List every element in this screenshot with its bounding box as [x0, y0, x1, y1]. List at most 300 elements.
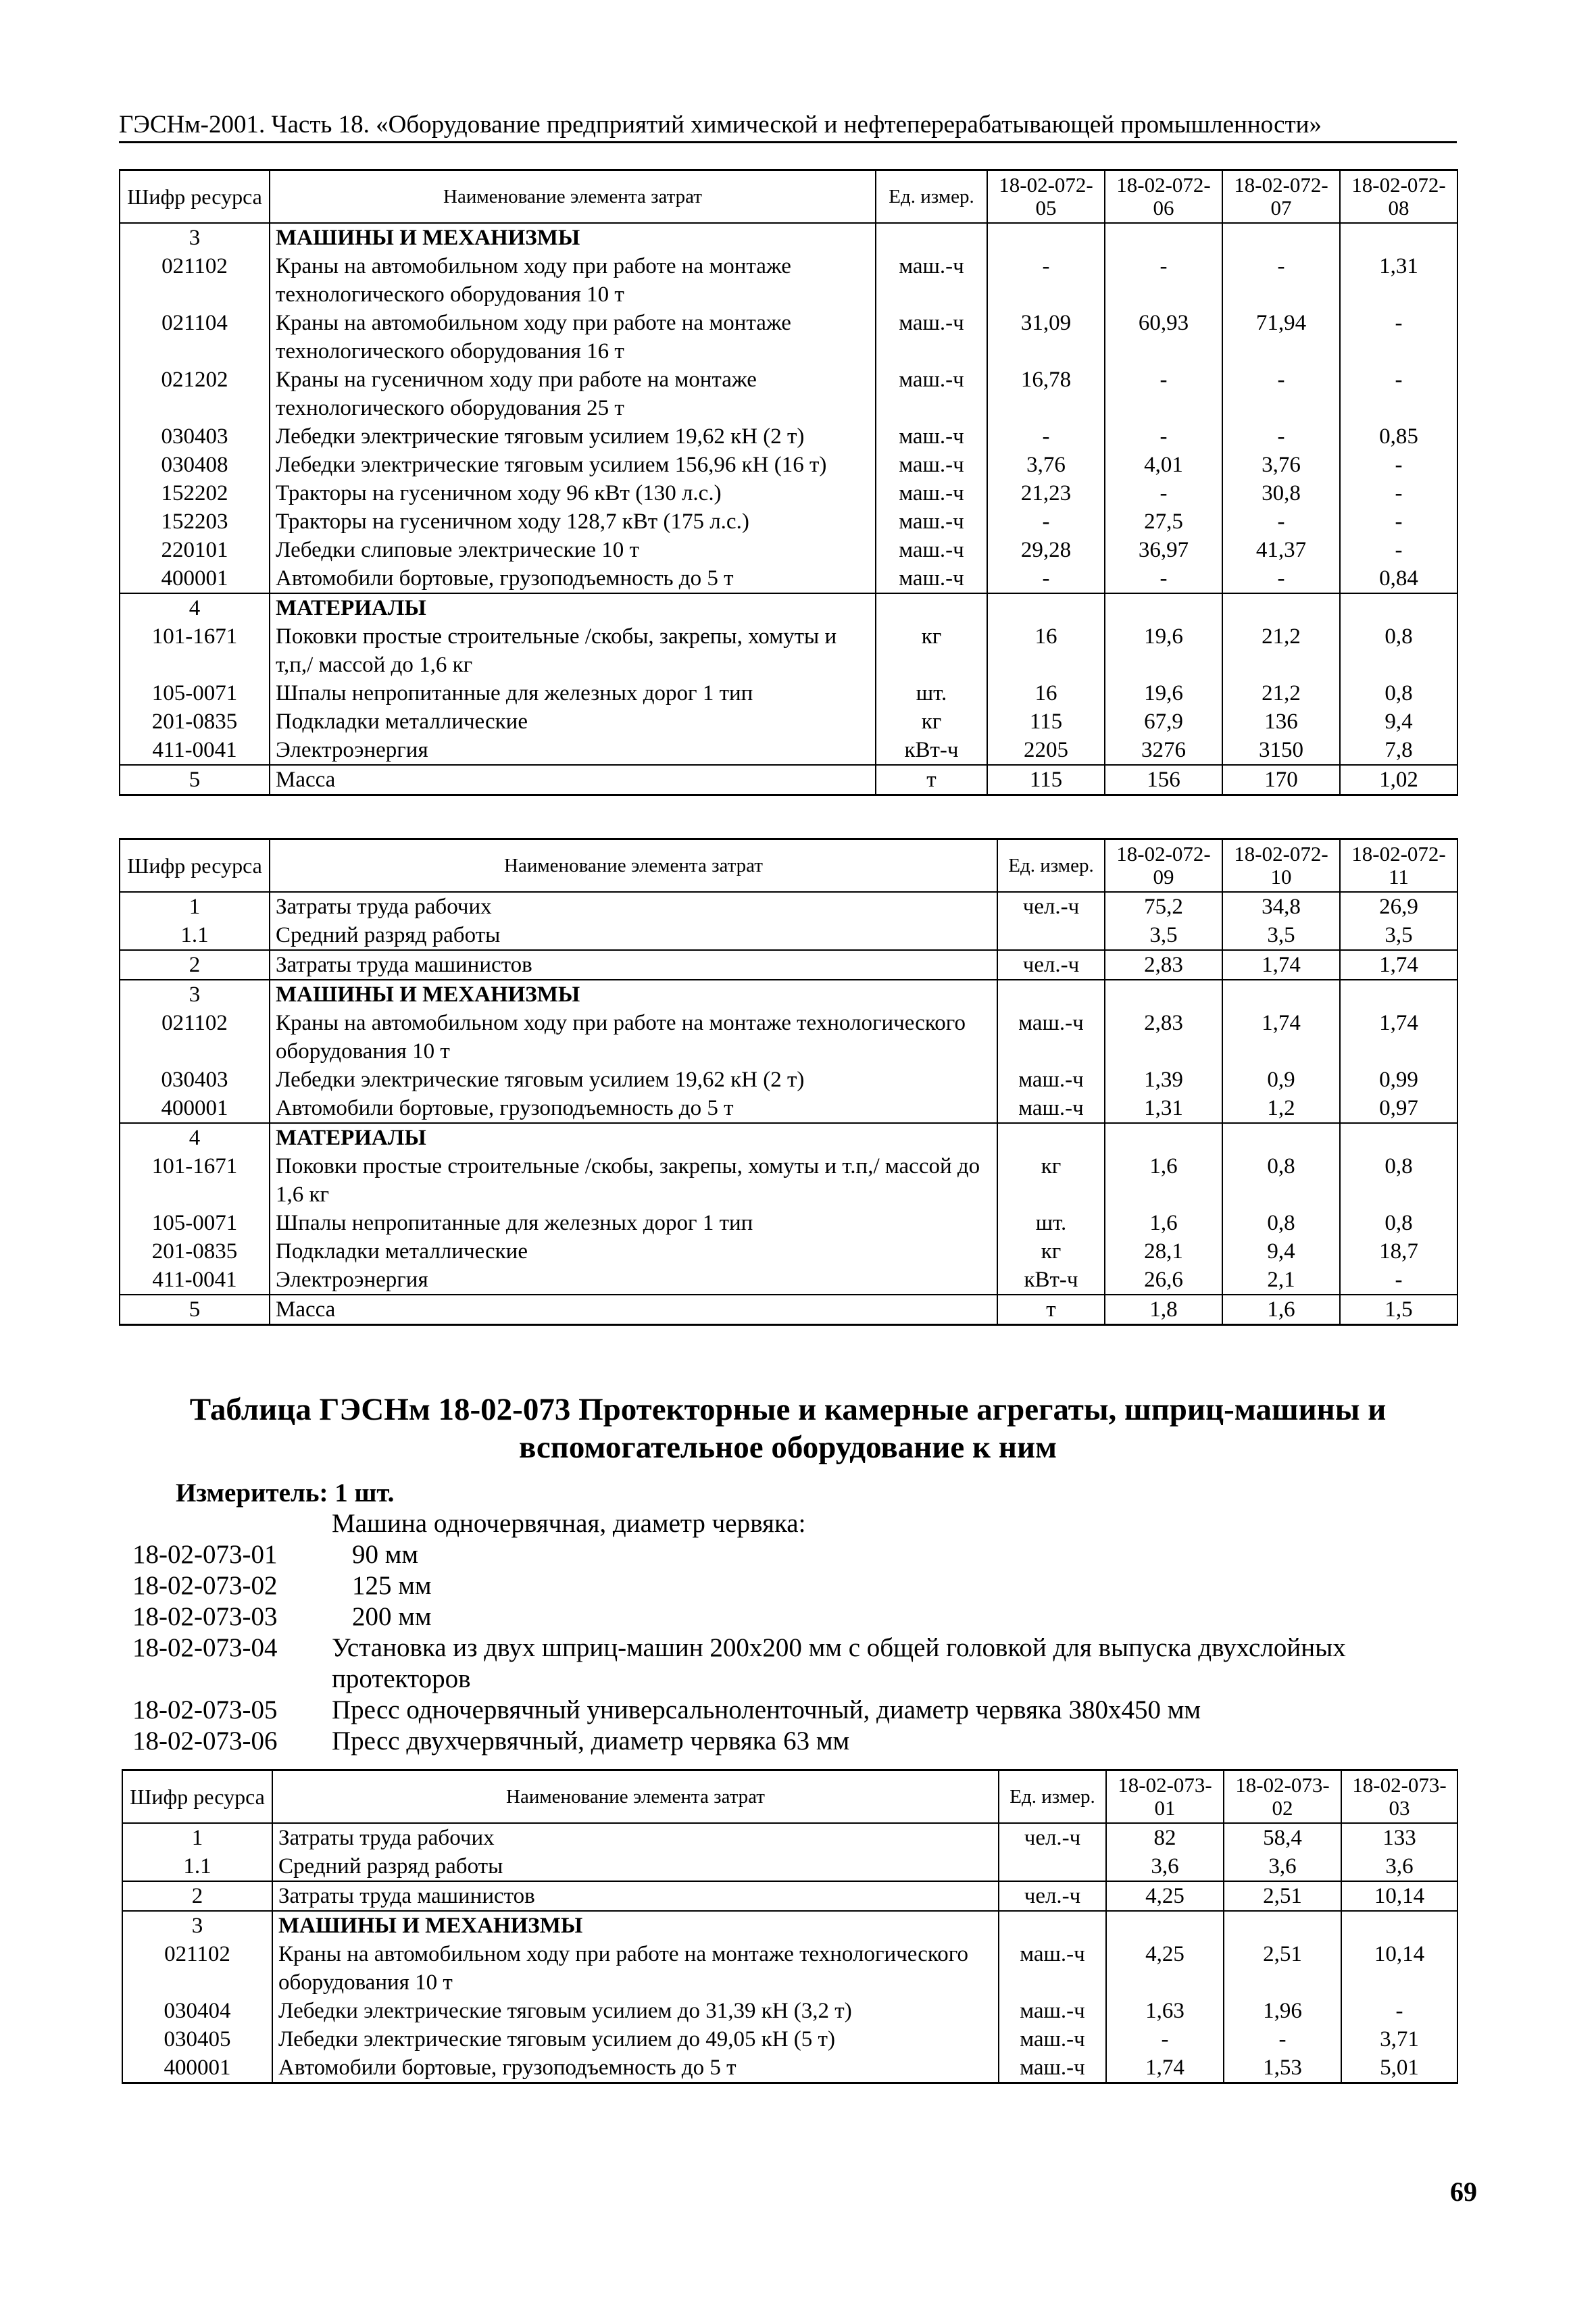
cell-value	[1105, 593, 1222, 622]
cell-value: 10,14	[1341, 1940, 1457, 1997]
header-col: 18-02-073-02	[1224, 1770, 1341, 1824]
cell-unit: шт.	[997, 1209, 1105, 1237]
cell-unit: чел.-ч	[999, 1881, 1106, 1911]
cell-value: -	[1340, 366, 1457, 422]
cell-value: 1,6	[1105, 1152, 1222, 1209]
cell-value	[1105, 223, 1222, 252]
cell-value	[1222, 980, 1340, 1009]
cell-value	[1105, 1123, 1222, 1152]
cell-unit: маш.-ч	[997, 1066, 1105, 1094]
cell-value: 58,4	[1224, 1823, 1341, 1852]
cell-value: 3,5	[1222, 921, 1340, 950]
table-row	[122, 1997, 1457, 2025]
cell-name: Масса	[270, 1295, 997, 1325]
cell-code: 030403	[120, 422, 270, 451]
cell-value: 19,6	[1105, 622, 1222, 679]
table-row	[120, 593, 1457, 622]
cell-value: -	[987, 507, 1105, 536]
cell-value: 3,76	[987, 451, 1105, 479]
header-code: Шифр ресурса	[122, 1770, 272, 1824]
cell-name: Шпалы непропитанные для железных дорог 1 тип	[270, 679, 876, 707]
cell-value: 1,6	[1105, 1209, 1222, 1237]
table-row	[120, 1266, 1457, 1295]
cell-value: 21,23	[987, 479, 1105, 507]
table-row	[120, 765, 1457, 795]
table-row	[120, 1009, 1457, 1066]
cell-unit: кг	[876, 707, 987, 736]
cell-value: 3,5	[1340, 921, 1457, 950]
cell-value: 21,2	[1222, 622, 1340, 679]
variant-text: Пресс двухчервячный, диаметр червяка 63 мм	[332, 1726, 850, 1756]
cell-value: 3,5	[1105, 921, 1222, 950]
cell-value: 3,6	[1341, 1852, 1457, 1881]
cell-unit	[999, 1911, 1106, 1940]
cell-value: 1,74	[1340, 1009, 1457, 1066]
cell-value: 2205	[987, 736, 1105, 765]
cell-value: 4,25	[1106, 1881, 1224, 1911]
cell-value: 9,4	[1222, 1237, 1340, 1266]
variant-code: 18-02-073-03	[132, 1602, 278, 1631]
header-unit: Ед. измер.	[876, 170, 987, 224]
cell-name: МАТЕРИАЛЫ	[270, 593, 876, 622]
cell-value	[1222, 1123, 1340, 1152]
cell-unit	[997, 980, 1105, 1009]
variant-group-label	[132, 1508, 1457, 1539]
cell-value: 3150	[1222, 736, 1340, 765]
cell-value	[1222, 593, 1340, 622]
table-row	[120, 1209, 1457, 1237]
table-row	[120, 507, 1457, 536]
cell-unit: маш.-ч	[999, 1997, 1106, 2025]
cell-value	[1224, 1911, 1341, 1940]
cell-code: 2	[120, 950, 270, 980]
header-col: 18-02-073-01	[1106, 1770, 1224, 1824]
cell-value: 1,5	[1340, 1295, 1457, 1325]
cell-value	[1106, 1911, 1224, 1940]
cost-table-072-05-08	[119, 169, 1458, 796]
table-row	[120, 921, 1457, 950]
cell-value	[1105, 980, 1222, 1009]
cell-value: 1,53	[1224, 2053, 1341, 2083]
cell-value: 1,31	[1340, 252, 1457, 309]
cell-value: 9,4	[1340, 707, 1457, 736]
table-row	[122, 2053, 1457, 2083]
cell-code: 4	[120, 1123, 270, 1152]
cell-value: -	[1222, 252, 1340, 309]
table-row	[120, 1295, 1457, 1325]
cell-value: 1,31	[1105, 1094, 1222, 1123]
cell-code: 400001	[120, 564, 270, 593]
cell-code: 2	[122, 1881, 272, 1911]
table-row	[120, 1237, 1457, 1266]
cell-unit: маш.-ч	[997, 1094, 1105, 1123]
cell-value: 1,02	[1340, 765, 1457, 795]
cell-value: 27,5	[1105, 507, 1222, 536]
table-row	[120, 892, 1457, 921]
cost-table-072-09-11	[119, 838, 1458, 1326]
cell-unit: шт.	[876, 679, 987, 707]
cell-value: 19,6	[1105, 679, 1222, 707]
cell-value: 3,76	[1222, 451, 1340, 479]
table-row	[120, 707, 1457, 736]
cell-value: 156	[1105, 765, 1222, 795]
cell-value: -	[987, 422, 1105, 451]
cell-value: 0,97	[1340, 1094, 1457, 1123]
variant-text: 200 мм	[352, 1602, 432, 1631]
cell-code: 105-0071	[120, 679, 270, 707]
cell-name: МАТЕРИАЛЫ	[270, 1123, 997, 1152]
cell-value: 34,8	[1222, 892, 1340, 921]
cell-code: 220101	[120, 536, 270, 564]
cell-value: -	[1340, 536, 1457, 564]
cell-unit: маш.-ч	[876, 536, 987, 564]
cell-name: Тракторы на гусеничном ходу 128,7 кВт (175 л.с.)	[270, 507, 876, 536]
cell-name: Автомобили бортовые, грузоподъемность до 5 т	[270, 1094, 997, 1123]
header-col: 18-02-072-09	[1105, 839, 1222, 893]
cell-name: Поковки простые строительные /скобы, закрепы, хомуты и т.п,/ массой до 1,6 кг	[270, 1152, 997, 1209]
cell-name: Краны на автомобильном ходу при работе на монтаже технологического оборудования 10 т	[270, 1009, 997, 1066]
cell-value: 60,93	[1105, 309, 1222, 366]
cell-value: 4,01	[1105, 451, 1222, 479]
cell-unit	[997, 1123, 1105, 1152]
cell-name: Затраты труда рабочих	[272, 1823, 999, 1852]
variant-text: Пресс одночервячный универсальноленточный, диаметр червяка 380х450 мм	[332, 1695, 1201, 1724]
cell-value: 26,6	[1105, 1266, 1222, 1295]
variant-item	[132, 1633, 1457, 1695]
cell-unit: т	[876, 765, 987, 795]
table-row	[120, 980, 1457, 1009]
cell-name: Краны на автомобильном ходу при работе на монтаже технологического оборудования 10 т	[270, 252, 876, 309]
cell-value: 1,74	[1106, 2053, 1224, 2083]
cell-code: 1.1	[120, 921, 270, 950]
cell-value: 1,8	[1105, 1295, 1222, 1325]
cell-code: 1	[122, 1823, 272, 1852]
cell-name: МАШИНЫ И МЕХАНИЗМЫ	[270, 980, 997, 1009]
table-row	[120, 679, 1457, 707]
variant-text: Установка из двух шприц-машин 200х200 мм с общей головкой для выпуска двухслойных протекторов	[332, 1633, 1346, 1693]
cell-value: 36,97	[1105, 536, 1222, 564]
cell-value	[1341, 1911, 1457, 1940]
cell-code: 411-0041	[120, 736, 270, 765]
cell-value: 170	[1222, 765, 1340, 795]
cell-unit: маш.-ч	[876, 451, 987, 479]
header-col: 18-02-072-05	[987, 170, 1105, 224]
cell-name: Лебедки электрические тяговым усилием 19,62 кН (2 т)	[270, 1066, 997, 1094]
header-col: 18-02-072-11	[1340, 839, 1457, 893]
table-row	[120, 1066, 1457, 1094]
cell-unit: маш.-ч	[997, 1009, 1105, 1066]
cell-name: Тракторы на гусеничном ходу 96 кВт (130 л.с.)	[270, 479, 876, 507]
cell-value: -	[1340, 1266, 1457, 1295]
cell-value: -	[1105, 422, 1222, 451]
cell-name: Электроэнергия	[270, 1266, 997, 1295]
variant-item	[132, 1695, 1457, 1726]
cell-name: Автомобили бортовые, грузоподъемность до 5 т	[270, 564, 876, 593]
cell-value: 2,83	[1105, 950, 1222, 980]
cell-code: 152202	[120, 479, 270, 507]
cell-name: Электроэнергия	[270, 736, 876, 765]
cell-name: Лебедки слиповые электрические 10 т	[270, 536, 876, 564]
cell-name: Автомобили бортовые, грузоподъемность до 5 т	[272, 2053, 999, 2083]
variant-code: 18-02-073-04	[132, 1633, 278, 1662]
variant-item	[132, 1601, 1457, 1633]
cell-value: 2,1	[1222, 1266, 1340, 1295]
cell-name: Затраты труда машинистов	[272, 1881, 999, 1911]
cell-value: 0,84	[1340, 564, 1457, 593]
cell-code: 021102	[122, 1940, 272, 1997]
cell-value	[1340, 980, 1457, 1009]
header-name: Наименование элемента затрат	[272, 1770, 999, 1824]
table-row	[120, 564, 1457, 593]
cell-code: 021102	[120, 1009, 270, 1066]
cell-value: 30,8	[1222, 479, 1340, 507]
cell-code: 201-0835	[120, 1237, 270, 1266]
cell-value: 1,2	[1222, 1094, 1340, 1123]
cell-value: 1,63	[1106, 1997, 1224, 2025]
header-col: 18-02-072-08	[1340, 170, 1457, 224]
table-row	[120, 451, 1457, 479]
cell-unit: маш.-ч	[876, 479, 987, 507]
cell-code: 030404	[122, 1997, 272, 2025]
cell-code: 400001	[122, 2053, 272, 2083]
variant-code: 18-02-073-02	[132, 1571, 278, 1600]
cell-unit: кВт-ч	[876, 736, 987, 765]
cell-value	[1222, 223, 1340, 252]
cell-name: Краны на автомобильном ходу при работе на монтаже технологического оборудования 16 т	[270, 309, 876, 366]
header-unit: Ед. измер.	[997, 839, 1105, 893]
cell-value: -	[1340, 309, 1457, 366]
cell-value: 115	[987, 707, 1105, 736]
cell-unit: маш.-ч	[999, 2025, 1106, 2053]
cell-value: -	[1105, 252, 1222, 309]
cell-code: 3	[120, 223, 270, 252]
cell-unit: маш.-ч	[876, 309, 987, 366]
cell-value: 0,85	[1340, 422, 1457, 451]
cell-value: 3276	[1105, 736, 1222, 765]
table-row	[122, 1823, 1457, 1852]
cell-value: 3,6	[1224, 1852, 1341, 1881]
cell-unit: маш.-ч	[876, 564, 987, 593]
table-row	[120, 479, 1457, 507]
table-row	[120, 622, 1457, 679]
table-row	[120, 536, 1457, 564]
cell-value: 1,74	[1340, 950, 1457, 980]
cell-code: 030408	[120, 451, 270, 479]
cell-name: Средний разряд работы	[270, 921, 997, 950]
cell-value	[1340, 1123, 1457, 1152]
cell-value: -	[1340, 451, 1457, 479]
cell-value: -	[1105, 366, 1222, 422]
cell-value: 82	[1106, 1823, 1224, 1852]
cell-value: 0,8	[1340, 622, 1457, 679]
header-code: Шифр ресурса	[120, 170, 270, 224]
cell-unit: кг	[997, 1237, 1105, 1266]
cell-code: 030405	[122, 2025, 272, 2053]
cell-value: -	[987, 252, 1105, 309]
cell-code: 3	[122, 1911, 272, 1940]
cell-value: -	[1222, 507, 1340, 536]
cell-value: -	[1340, 507, 1457, 536]
cell-unit: маш.-ч	[876, 366, 987, 422]
cell-unit: маш.-ч	[999, 2053, 1106, 2083]
cell-value: -	[1105, 479, 1222, 507]
cell-code: 400001	[120, 1094, 270, 1123]
cell-value: 2,51	[1224, 1881, 1341, 1911]
cell-name: Лебедки электрические тяговым усилием до 31,39 кН (3,2 т)	[272, 1997, 999, 2025]
cell-name: Масса	[270, 765, 876, 795]
variant-text: 90 мм	[352, 1540, 419, 1569]
running-head: ГЭСНм-2001. Часть 18. «Оборудование предприятий химической и нефтеперерабатывающей промышленности»	[119, 110, 1457, 143]
variant-list	[132, 1508, 1457, 1757]
cell-unit	[876, 593, 987, 622]
cell-unit: маш.-ч	[876, 422, 987, 451]
cell-unit: т	[997, 1295, 1105, 1325]
cell-value: 115	[987, 765, 1105, 795]
cell-unit: кг	[876, 622, 987, 679]
table-row	[120, 1123, 1457, 1152]
cell-value	[987, 593, 1105, 622]
header-name: Наименование элемента затрат	[270, 839, 997, 893]
header-col: 18-02-072-07	[1222, 170, 1340, 224]
table-row	[120, 422, 1457, 451]
cell-value: -	[1222, 422, 1340, 451]
table-row	[122, 2025, 1457, 2053]
cell-code: 021202	[120, 366, 270, 422]
cell-code: 411-0041	[120, 1266, 270, 1295]
table-row	[120, 950, 1457, 980]
table-row	[122, 1911, 1457, 1940]
cell-value: 5,01	[1341, 2053, 1457, 2083]
cell-code: 3	[120, 980, 270, 1009]
cell-value: 1,96	[1224, 1997, 1341, 2025]
cell-value: 10,14	[1341, 1881, 1457, 1911]
cell-name: Подкладки металлические	[270, 707, 876, 736]
cell-unit: маш.-ч	[999, 1940, 1106, 1997]
table-row	[120, 309, 1457, 366]
cell-value: 1,39	[1105, 1066, 1222, 1094]
cell-value: 4,25	[1106, 1940, 1224, 1997]
cell-value: 16	[987, 679, 1105, 707]
cell-value: -	[1222, 564, 1340, 593]
cell-unit: кВт-ч	[997, 1266, 1105, 1295]
table-row	[120, 252, 1457, 309]
cell-value: 0,8	[1222, 1152, 1340, 1209]
table-row	[120, 1152, 1457, 1209]
cell-name: Поковки простые строительные /скобы, закрепы, хомуты и т,п,/ массой до 1,6 кг	[270, 622, 876, 679]
cell-unit: чел.-ч	[997, 950, 1105, 980]
cell-code: 101-1671	[120, 1152, 270, 1209]
cell-name: Лебедки электрические тяговым усилием 156,96 кН (16 т)	[270, 451, 876, 479]
cell-unit: чел.-ч	[999, 1823, 1106, 1852]
cell-code: 101-1671	[120, 622, 270, 679]
cell-code: 201-0835	[120, 707, 270, 736]
cell-name: МАШИНЫ И МЕХАНИЗМЫ	[270, 223, 876, 252]
variant-group-text: Машина одночервячная, диаметр червяка:	[332, 1509, 806, 1538]
table-row	[122, 1852, 1457, 1881]
cell-value: 2,51	[1224, 1940, 1341, 1997]
cell-value: 0,8	[1340, 1152, 1457, 1209]
cell-name: Лебедки электрические тяговым усилием до 49,05 кН (5 т)	[272, 2025, 999, 2053]
cell-name: Лебедки электрические тяговым усилием 19,62 кН (2 т)	[270, 422, 876, 451]
cost-table-073-01-03	[122, 1769, 1458, 2084]
cell-value	[987, 223, 1105, 252]
table-row	[122, 1940, 1457, 1997]
cell-value: 1,6	[1222, 1295, 1340, 1325]
cell-code: 105-0071	[120, 1209, 270, 1237]
cell-code: 030403	[120, 1066, 270, 1094]
meter-label: Измеритель: 1 шт.	[176, 1478, 395, 1508]
cell-value: 133	[1341, 1823, 1457, 1852]
variant-code: 18-02-073-05	[132, 1695, 278, 1724]
page-number: 69	[1450, 2176, 1477, 2207]
cell-unit: маш.-ч	[876, 507, 987, 536]
cell-value: 75,2	[1105, 892, 1222, 921]
variant-code: 18-02-073-01	[132, 1540, 278, 1569]
cell-value: 31,09	[987, 309, 1105, 366]
cell-value: 0,99	[1340, 1066, 1457, 1094]
cell-value: -	[1222, 366, 1340, 422]
variant-item	[132, 1726, 1457, 1757]
cell-unit: кг	[997, 1152, 1105, 1209]
cell-unit: маш.-ч	[876, 252, 987, 309]
cell-code: 4	[120, 593, 270, 622]
table-row	[120, 736, 1457, 765]
header-col: 18-02-072-10	[1222, 839, 1340, 893]
cell-unit: чел.-ч	[997, 892, 1105, 921]
header-col: 18-02-073-03	[1341, 1770, 1457, 1824]
cell-code: 152203	[120, 507, 270, 536]
cell-name: Краны на гусеничном ходу при работе на монтаже технологического оборудования 25 т	[270, 366, 876, 422]
table-row	[122, 1881, 1457, 1911]
cell-unit	[876, 223, 987, 252]
cell-code: 021102	[120, 252, 270, 309]
cell-value: 28,1	[1105, 1237, 1222, 1266]
cell-name: Подкладки металлические	[270, 1237, 997, 1266]
cell-code: 5	[120, 765, 270, 795]
cell-unit	[999, 1852, 1106, 1881]
cell-name: Средний разряд работы	[272, 1852, 999, 1881]
cell-value: -	[1106, 2025, 1224, 2053]
cell-value: 0,8	[1222, 1209, 1340, 1237]
cell-value: 41,37	[1222, 536, 1340, 564]
cell-value: 0,8	[1340, 679, 1457, 707]
cell-value: 67,9	[1105, 707, 1222, 736]
cell-value	[1340, 223, 1457, 252]
cell-value: 71,94	[1222, 309, 1340, 366]
cell-value: 1,74	[1222, 950, 1340, 980]
cell-value: -	[987, 564, 1105, 593]
section-title: Таблица ГЭСНм 18-02-073 Протекторные и камерные агрегаты, шприц-машины и вспомогательное оборудование к ним	[189, 1392, 1387, 1465]
cell-value: 0,9	[1222, 1066, 1340, 1094]
cell-code: 5	[120, 1295, 270, 1325]
cell-name: Затраты труда машинистов	[270, 950, 997, 980]
variant-item	[132, 1539, 1457, 1570]
cell-value: -	[1224, 2025, 1341, 2053]
variant-code: 18-02-073-06	[132, 1726, 278, 1756]
cell-value: 29,28	[987, 536, 1105, 564]
cell-value: 136	[1222, 707, 1340, 736]
cell-value: -	[1105, 564, 1222, 593]
variant-item	[132, 1570, 1457, 1601]
cell-value: 7,8	[1340, 736, 1457, 765]
header-col: 18-02-072-06	[1105, 170, 1222, 224]
cell-code: 021104	[120, 309, 270, 366]
header-name: Наименование элемента затрат	[270, 170, 876, 224]
table-row	[120, 223, 1457, 252]
cell-value: 18,7	[1340, 1237, 1457, 1266]
cell-value: 1,74	[1222, 1009, 1340, 1066]
cell-unit	[997, 921, 1105, 950]
